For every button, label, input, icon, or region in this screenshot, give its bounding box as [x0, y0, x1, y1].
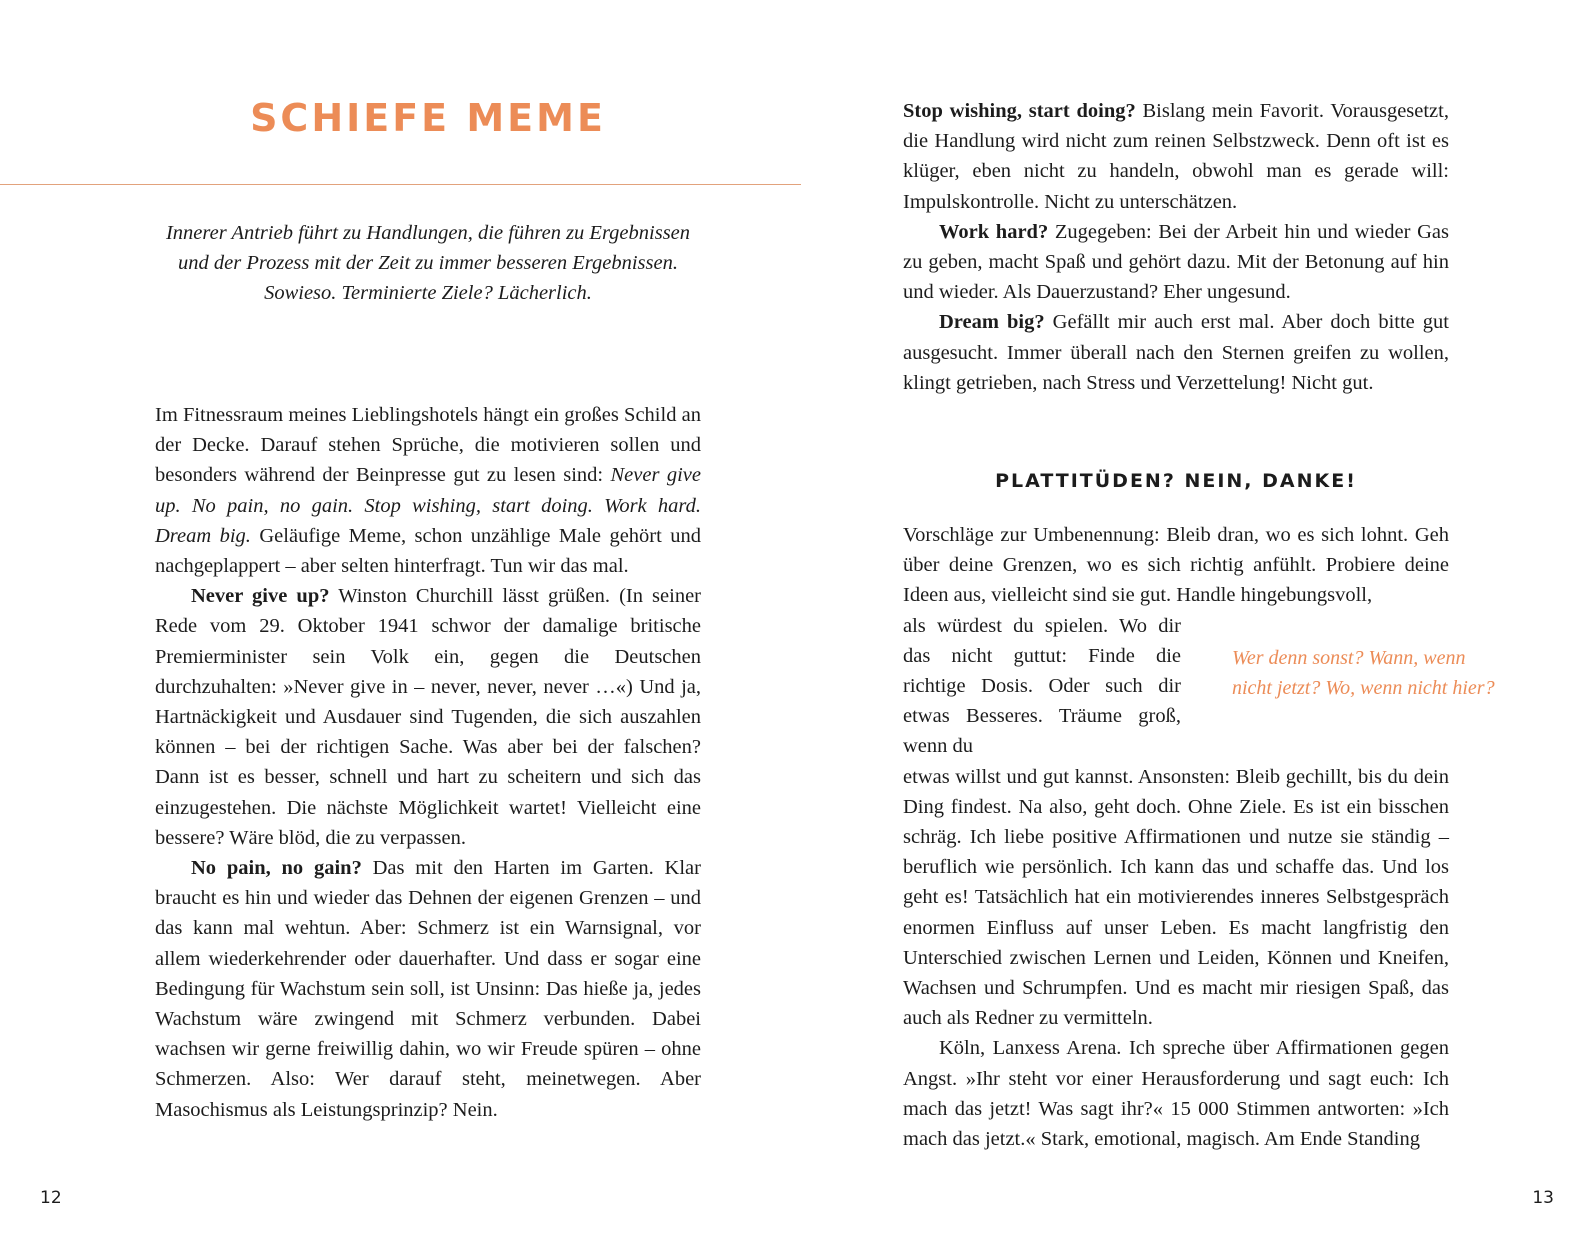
- left-body-text: [155, 400, 701, 1125]
- page-number-left: 12: [40, 1188, 62, 1208]
- intro-line-1: Innerer Antrieb führt zu Handlungen, die führen zu Ergebnissen: [165, 222, 691, 244]
- page-number-right: 13: [1532, 1188, 1554, 1208]
- pull-quote-line-2: nicht jetzt? Wo, wenn nicht hier?: [1232, 677, 1495, 699]
- right-body-text-top: [903, 96, 1449, 398]
- chapter-title: SCHIEFE MEME: [250, 96, 606, 140]
- paragraph-dream-big: Dream big? Gefällt mir auch erst mal. Aber doch bitte gut ausgesucht. Immer überall nach den Sternen greifen zu wollen, klingt getrieben, nach Stress und Verzettelung! Nicht gut.: [903, 311, 1450, 394]
- paragraph-intro: Im Fitnessraum meines Lieblingshotels hängt ein großes Schild an der Decke. Darauf stehen Sprüche, die motivieren sollen und besonders während der Beinpresse gut zu lesen sind: Never give up. No pain, no gain. Stop wishing, start doing. Work hard. Dream big. Geläufige Meme, schon unzählige Male gehört und nachgeplappert – aber selten hinterfragt. Tun wir das mal.: [155, 404, 702, 578]
- paragraph-stop-wishing: Stop wishing, start doing? Bislang mein Favorit. Vorausgesetzt, die Handlung wird nicht zum reinen Selbstzweck. Denn oft ist es klüger, eben nicht zu handeln, obwohl man es gerade will: Impulskontrolle. Nicht zu unterschätzen.: [903, 100, 1449, 213]
- paragraph-never-give-up: Never give up? Winston Churchill lässt grüßen. (In seiner Rede vom 29. Oktober 1941 schwor der damalige britische Premierminister sein Volk ein, gegen die Deutschen durchzuhalten: »Never give in – never, never, never …«) Und ja, Hartnäckigkeit und Ausdauer sind Tugenden, die sich auszahlen können – bei der richtigen Sache. Was aber bei der falschen? Dann ist es besser, schnell und hart zu scheitern und sich das einzugestehen. Die nächste Möglichkeit wartet! Vielleicht eine bessere? Wäre blöd, die zu verpassen.: [155, 585, 702, 849]
- intro-line-3: Sowieso. Terminierte Ziele? Lächerlich.: [264, 282, 592, 304]
- lead-stop-wishing: Stop wishing, start doing?: [903, 100, 1136, 122]
- right-body-text-bottom: [903, 520, 1449, 1154]
- paragraph-renaming-start: Vorschläge zur Umbenennung: Bleib dran, wo es sich lohnt. Geh über deine Grenzen, wo es sich richtig anfühlt. Probiere deine Ideen aus, vielleicht sind sie gut. Handle hingebungsvoll,: [903, 524, 1449, 607]
- paragraph-renaming-rest: etwas willst und gut kannst. Ansonsten: Bleib gechillt, bis du dein Ding findest. Na also, geht doch. Ohne Ziele. Es ist ein bisschen schräg. Ich liebe positive Affirmationen und nutze sie ständig – beruflich wie persönlich. Ich kann das und schaffe das. Und los geht es! Tatsächlich hat ein motivierendes inneres Selbstgespräch enormen Einfluss auf unser Leben. Es macht langfristig den Unterschied zwischen Lernen und Leiden, Können und Kneifen, Wachsen und Schrumpfen. Und es macht mir riesigen Spaß, das auch als Redner zu vermitteln.: [903, 765, 1449, 1030]
- paragraph-lanxess-arena: Köln, Lanxess Arena. Ich spreche über Affirmationen gegen Angst. »Ihr steht vor einer Herausforderung und sagt euch: Ich mach das jetzt! Was sagt ihr?« 15 000 Stimmen antworten: »Ich mach das jetzt.« Stark, emotional, magisch. Am Ende Standing: [903, 1037, 1449, 1151]
- pull-quote: [1232, 643, 1532, 703]
- pull-quote-line-1: Wer denn sonst? Wann, wenn: [1232, 647, 1466, 669]
- chapter-intro: [152, 218, 704, 308]
- paragraph-no-pain-no-gain: No pain, no gain? Das mit den Harten im Garten. Klar braucht es hin und wieder das Dehnen der eigenen Grenzen – und das kann mal wehtun. Aber: Schmerz ist ein Warnsignal, vor allem wiederkehrender oder dauerhafter. Und dass er sogar eine Bedingung für Wachstum sein soll, ist Unsinn: Das hieße ja, jedes Wachstum wäre zwingend mit Schmerz verbunden. Dabei wachsen wir gerne freiwillig dahin, wo wir Freude spüren – ohne Schmerzen. Also: Wer darauf steht, meinetwegen. Aber Masochismus als Leistungsprinzip? Nein.: [155, 857, 701, 1121]
- lead-no-pain-no-gain: No pain, no gain?: [191, 857, 362, 880]
- title-divider: [0, 184, 801, 185]
- paragraph-work-hard: Work hard? Zugegeben: Bei der Arbeit hin und wieder Gas zu geben, macht Spaß und gehört dazu. Mit der Betonung auf hin und wieder. Als Dauerzustand? Eher ungesund.: [903, 220, 1449, 304]
- intro-line-2: und der Prozess mit der Zeit zu immer besseren Ergebnissen.: [178, 252, 678, 274]
- lead-dream-big: Dream big?: [939, 311, 1045, 334]
- memes-list: Never give up. No pain, no gain. Stop wishing, start doing. Work hard. Dream big.: [155, 464, 702, 547]
- lead-work-hard: Work hard?: [939, 220, 1049, 243]
- lead-never-give-up: Never give up?: [191, 585, 330, 608]
- section-subheading: PLATTITÜDEN? NEIN, DANKE!: [995, 470, 1357, 492]
- paragraph-renaming-wrapped: als würdest du spielen. Wo dir das nicht guttut: Finde die richtige Dosis. Oder such dir etwas Besseres. Träume groß, wenn du: [903, 614, 1181, 758]
